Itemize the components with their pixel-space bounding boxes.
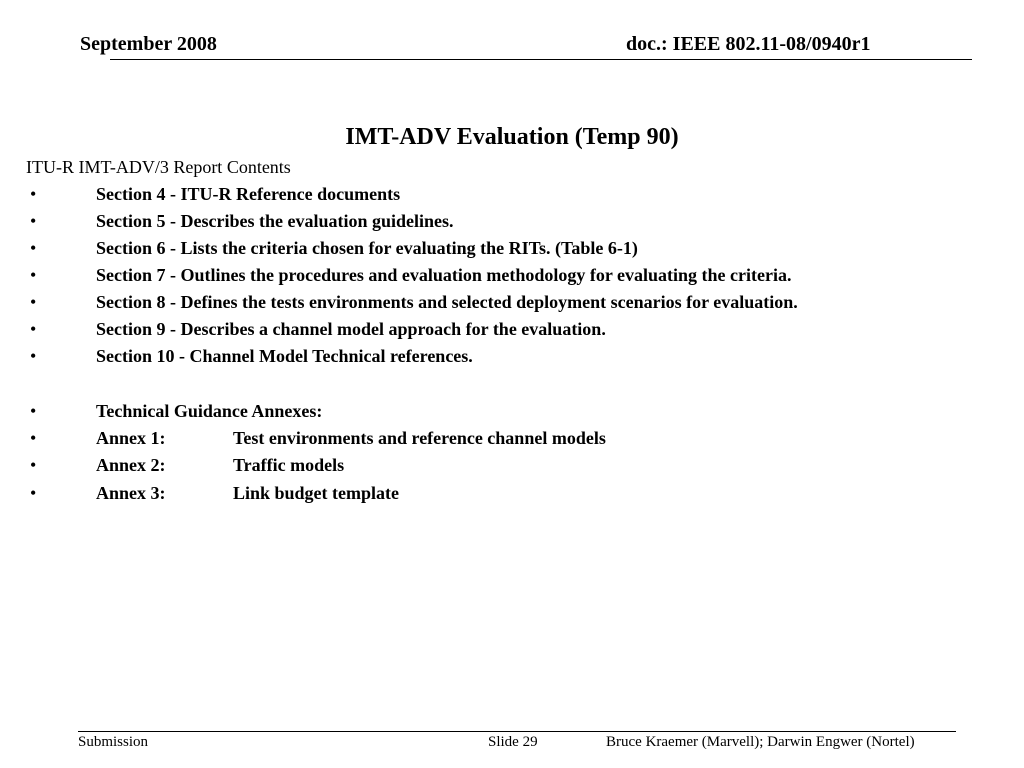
bullet-icon: •	[30, 346, 37, 366]
footer-slide-number: Slide 29	[488, 734, 538, 750]
section-item	[0, 292, 1024, 316]
annex-item	[0, 428, 1024, 452]
header-rule	[110, 59, 972, 60]
footer-submission: Submission	[78, 734, 149, 750]
bullet-icon: •	[30, 211, 37, 231]
header-doc-id: doc.: IEEE 802.11-08/0940r1	[626, 33, 871, 55]
bullet-icon: •	[30, 483, 37, 503]
annex-label: Annex 1:	[96, 428, 166, 448]
section-text: Section 10 - Channel Model Technical references.	[96, 346, 473, 366]
section-item	[0, 265, 1024, 289]
annex-item	[0, 483, 1024, 507]
report-subtitle: ITU-R IMT-ADV/3 Report Contents	[26, 157, 291, 177]
bullet-icon: •	[30, 265, 37, 285]
bullet-icon: •	[30, 184, 37, 204]
footer-authors: Bruce Kraemer (Marvell); Darwin Engwer (Nortel)	[606, 734, 915, 750]
bullet-icon: •	[30, 292, 37, 312]
footer-rule	[78, 731, 956, 732]
section-item	[0, 238, 1024, 262]
section-item	[0, 319, 1024, 343]
bullet-icon: •	[30, 455, 37, 475]
annexes-heading-item	[0, 401, 1024, 425]
bullet-icon: •	[30, 428, 37, 448]
bullet-icon: •	[30, 401, 37, 421]
section-text: Section 4 - ITU-R Reference documents	[96, 184, 401, 204]
header-date: September 2008	[80, 33, 217, 55]
bullet-icon: •	[30, 319, 37, 339]
section-item	[0, 346, 1024, 370]
section-text: Section 6 - Lists the criteria chosen for evaluating the RITs. (Table 6-1)	[96, 238, 638, 258]
section-text: Section 8 - Defines the tests environments and selected deployment scenarios for evaluation.	[96, 292, 798, 312]
section-item	[0, 211, 1024, 235]
annex-item	[0, 455, 1024, 479]
annex-description: Traffic models	[233, 455, 345, 475]
section-text: Section 7 - Outlines the procedures and evaluation methodology for evaluating the criteria.	[96, 265, 792, 285]
slide-title: IMT-ADV Evaluation (Temp 90)	[345, 124, 679, 150]
section-text: Section 5 - Describes the evaluation guidelines.	[96, 211, 454, 231]
annexes-heading: Technical Guidance Annexes:	[96, 401, 323, 421]
annex-description: Link budget template	[233, 483, 400, 503]
annex-description: Test environments and reference channel models	[233, 428, 606, 448]
annex-label: Annex 2:	[96, 455, 166, 475]
section-item	[0, 184, 1024, 208]
bullet-icon: •	[30, 238, 37, 258]
annex-label: Annex 3:	[96, 483, 166, 503]
section-text: Section 9 - Describes a channel model approach for the evaluation.	[96, 319, 606, 339]
